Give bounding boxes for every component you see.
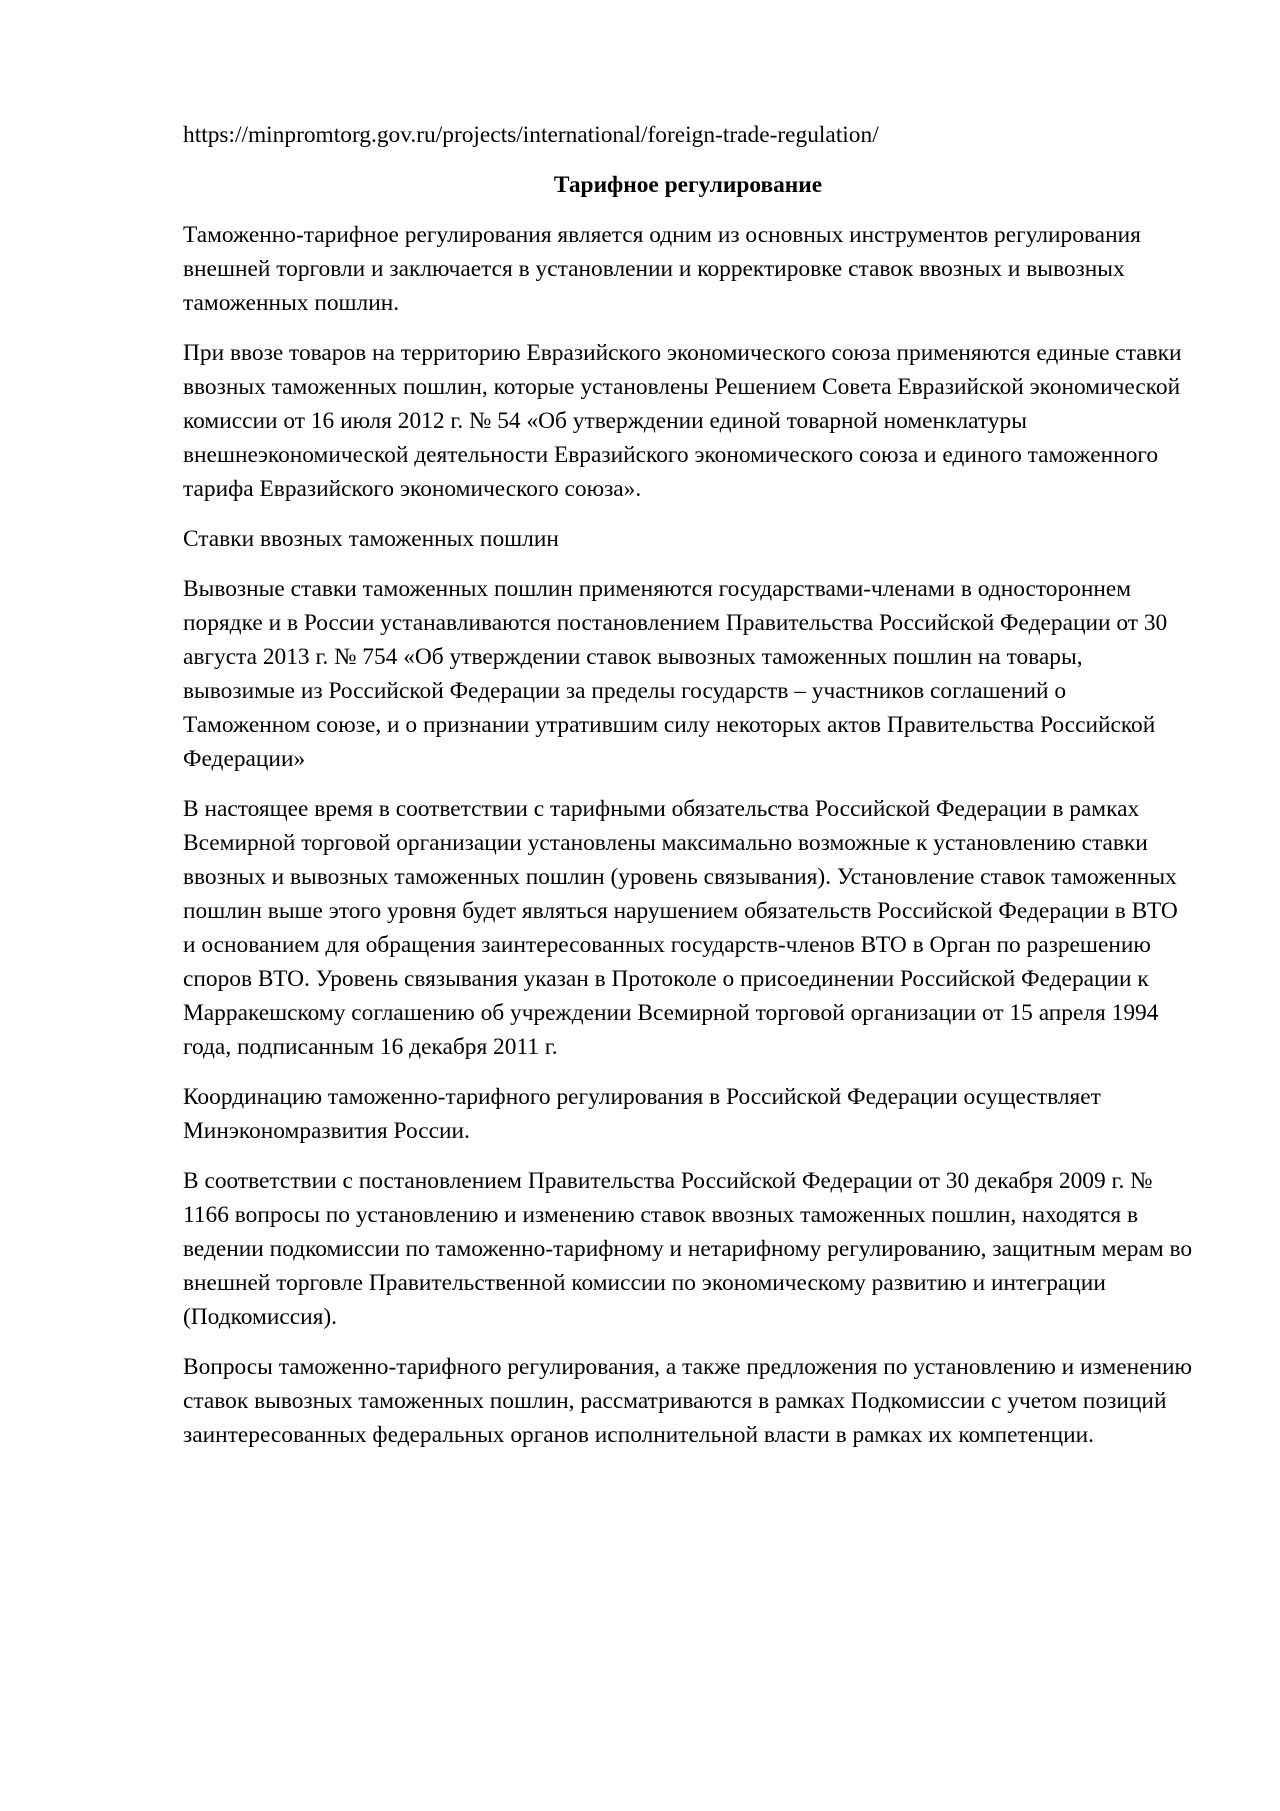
paragraph-coordination: Координацию таможенно-тарифного регулирования в Российской Федерации осуществляет Минэкономразвития России. [183,1084,1101,1144]
source-url: https://minpromtorg.gov.ru/projects/international/foreign-trade-regulation/ [183,122,879,148]
document-title: Тарифное регулирование [553,172,823,198]
paragraph-import-duties: При ввозе товаров на территорию Евразийского экономического союза применяются единые ставки ввозных таможенных пошлин, которые установлены Решением Совета Евразийской экономической комиссии от 16 июля 2012 г. № 54 «Об утверждении единой товарной номенклатуры внешнеэкономической деятельности Евразийского экономического союза и единого таможенного тарифа Евразийского экономического союза». [183,340,1182,502]
paragraph-export-duties: Вывозные ставки таможенных пошлин применяются государствами-членами в одностороннем порядке и в России устанавливаются постановлением Правительства Российской Федерации от 30 августа 2013 г. № 754 «Об утверждении ставок вывозных таможенных пошлин на товары, вывозимые из Российской Федерации за пределы государств – участников соглашений о Таможенном союзе, и о признании утратившим силу некоторых актов Правительства Российской Федерации» [183,576,1168,772]
paragraph-subcommission: В соответствии с постановлением Правительства Российской Федерации от 30 декабря 2009 г. № 1166 вопросы по установлению и изменению ставок ввозных таможенных пошлин, находятся в ведении подкомиссии по таможенно-тарифному и нетарифному регулированию, защитным мерам во внешней торговле Правительственной комиссии по экономическому развитию и интеграции (Подкомиссия). [183,1168,1193,1330]
paragraph-import-rates-heading: Ставки ввозных таможенных пошлин [183,526,559,552]
paragraph-wto-obligations: В настоящее время в соответствии с тарифными обязательства Российской Федерации в рамках Всемирной торговой организации установлены максимально возможные к установлению ставки ввозных и вывозных таможенных пошлин (уровень связывания). Установление ставок таможенных пошлин выше этого уровня будет являться нарушением обязательств Российской Федерации в ВТО и основанием для обращения заинтересованных государств-членов ВТО в Орган по разрешению споров ВТО. Уровень связывания указан в Протоколе о присоединении Российской Федерации к Марракешскому соглашению об учреждении Всемирной торговой организации от 15 апреля 1994 года, подписанным 16 декабря 2011 г. [183,796,1178,1060]
paragraph-intro: Таможенно-тарифное регулирования является одним из основных инструментов регулирования внешней торговли и заключается в установлении и корректировке ставок ввозных и вывозных таможенных пошлин. [183,222,1141,316]
paragraph-proposals: Вопросы таможенно-тарифного регулирования, а также предложения по установлению и изменению ставок вывозных таможенных пошлин, рассматриваются в рамках Подкомиссии с учетом позиций заинтересованных федеральных органов исполнительной власти в рамках их компетенции. [183,1354,1193,1448]
document-page [183,118,1193,1468]
